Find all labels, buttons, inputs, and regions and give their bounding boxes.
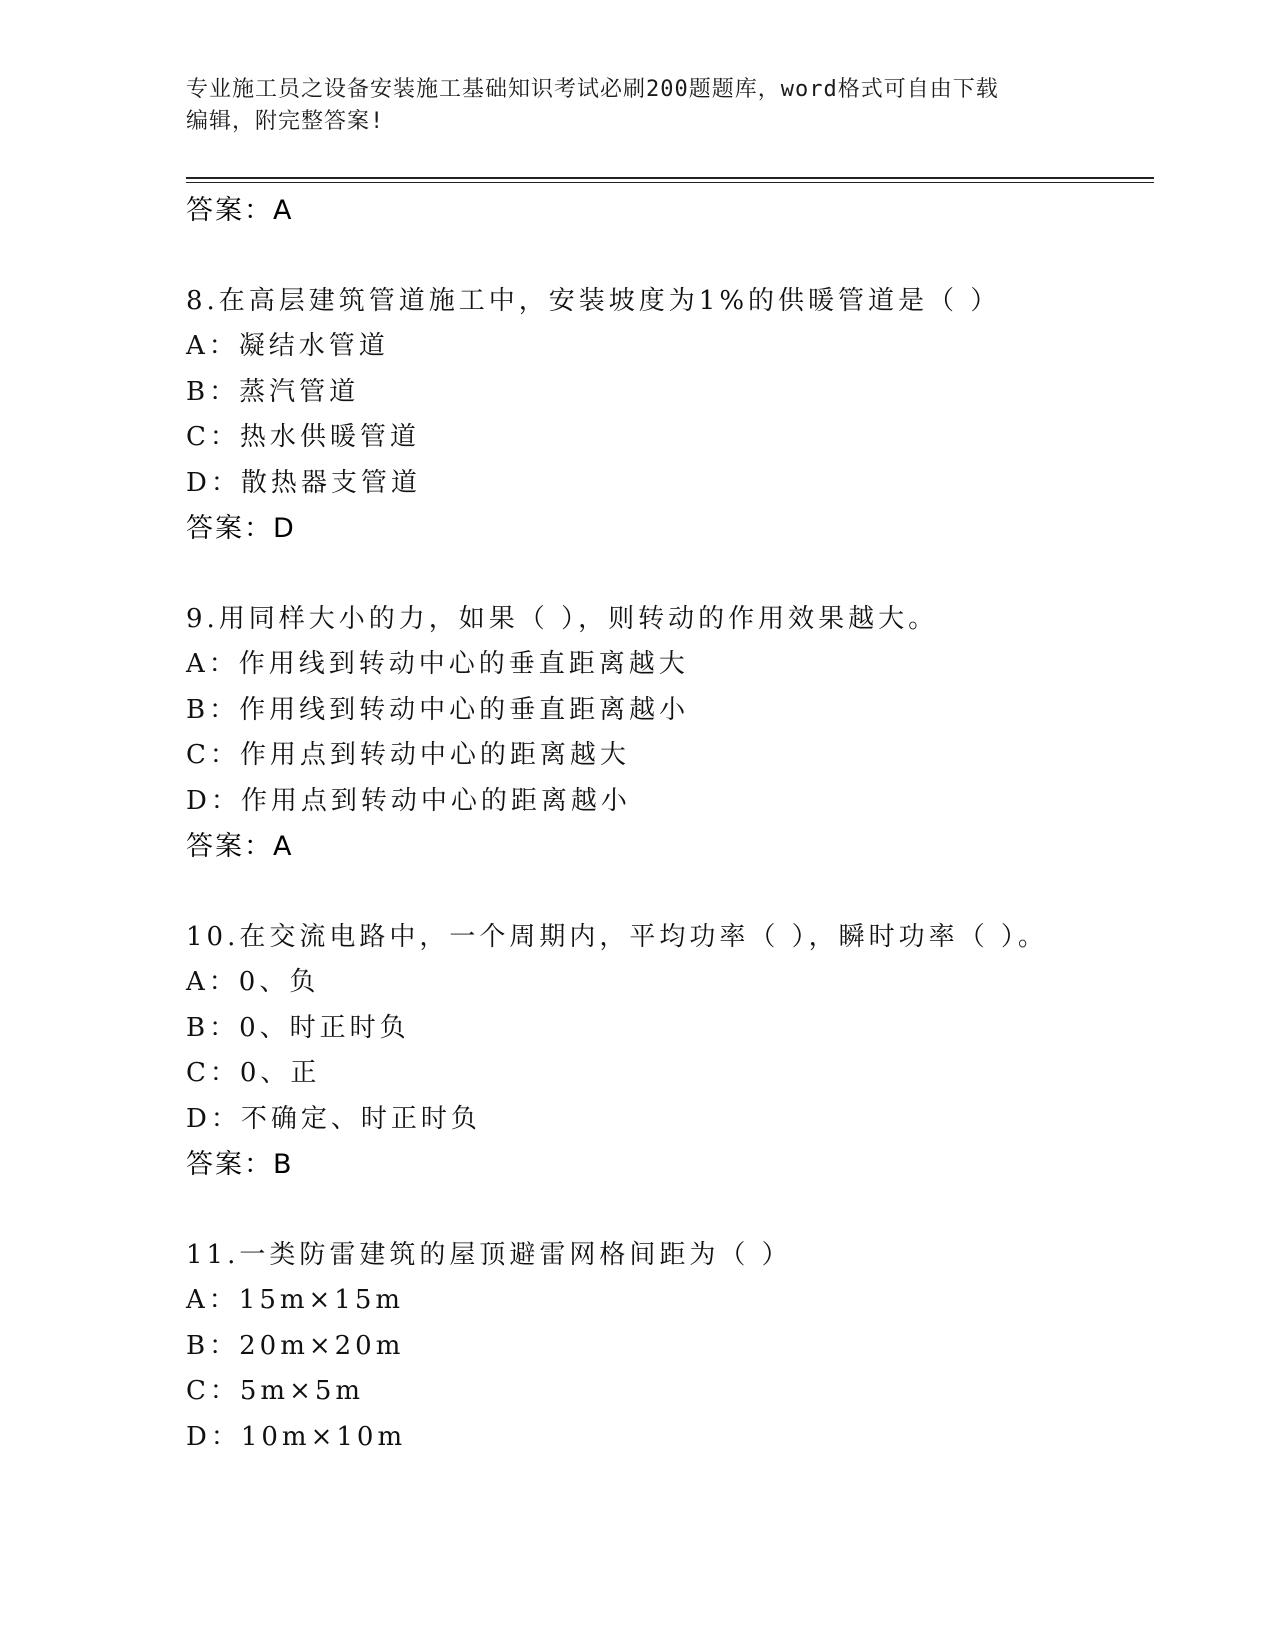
option-d: D：散热器支管道 [186, 467, 421, 498]
header-divider-thin [186, 182, 1154, 183]
answer-line: 答案：B [186, 1149, 294, 1180]
option-d: D：不确定、时正时负 [186, 1103, 481, 1134]
option-c: C：作用点到转动中心的距离越大 [186, 740, 630, 770]
option-a: A：凝结水管道 [186, 331, 389, 361]
option-b: B：作用线到转动中心的垂直距离越小 [186, 694, 690, 725]
spacer [186, 870, 1154, 915]
option-d: D：作用点到转动中心的距离越小 [186, 785, 631, 816]
question-block-8 [186, 279, 1154, 552]
document-header [186, 74, 1066, 138]
question-text: 11.一类防雷建筑的屋顶避雷网格间距为（ ） [186, 1239, 792, 1270]
question-block-10 [186, 915, 1154, 1188]
spacer [186, 234, 1154, 279]
question-text: 9.用同样大小的力，如果（ ），则转动的作用效果越大。 [186, 603, 939, 634]
question-block-11 [186, 1233, 1154, 1461]
option-b: B：0、时正时负 [186, 1012, 410, 1043]
previous-answer: 答案：A [186, 195, 294, 226]
question-list [186, 188, 1154, 1460]
option-c: C：5m×5m [186, 1376, 365, 1406]
question-text: 8.在高层建筑管道施工中，安装坡度为1%的供暖管道是（ ） [186, 285, 1001, 316]
spacer [186, 552, 1154, 597]
header-line-1: 专业施工员之设备安装施工基础知识考试必刷200题题库，word格式可自由下载 [186, 77, 999, 102]
option-d: D：10m×10m [186, 1421, 407, 1452]
option-a: A：0、负 [186, 967, 320, 997]
option-c: C：热水供暖管道 [186, 422, 420, 452]
option-b: B：20m×20m [186, 1330, 405, 1361]
answer-line: 答案：A [186, 831, 294, 862]
answer-line: 答案：D [186, 513, 296, 544]
option-a: A：作用线到转动中心的垂直距离越大 [186, 649, 689, 679]
question-text: 10.在交流电路中，一个周期内，平均功率（ ），瞬时功率（ ）。 [186, 921, 1048, 952]
header-line-2: 编辑，附完整答案! [186, 109, 385, 134]
question-block-9 [186, 597, 1154, 870]
option-b: B：蒸汽管道 [186, 376, 360, 407]
header-divider-thick [186, 177, 1154, 179]
option-a: A：15m×15m [186, 1285, 405, 1315]
option-c: C：0、正 [186, 1058, 321, 1088]
spacer [186, 1188, 1154, 1233]
